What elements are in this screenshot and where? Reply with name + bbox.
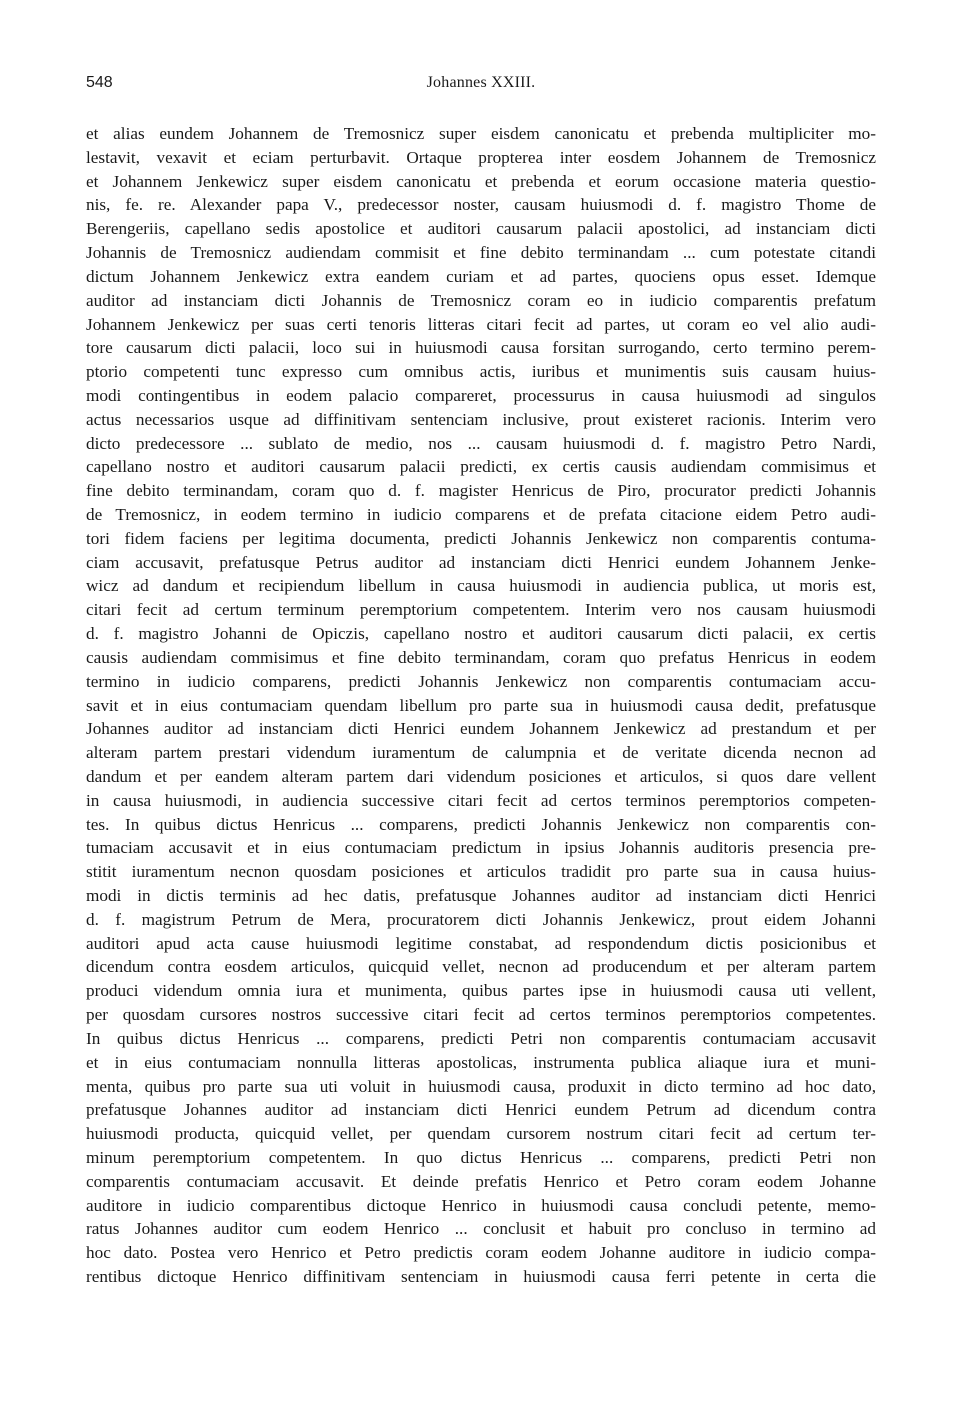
text-line: tori fidem faciens per legitima documenta, predicti Johannis Jenkewicz non comparentis contuma-	[86, 528, 876, 548]
text-line: rentibus dictoque Henrico diffinitivam sentenciam in huiusmodi causa ferri petente in certa die	[86, 1267, 876, 1286]
text-line: citari fecit ad certum terminum peremptorium competentem. Interim vero nos causam huiusmodi	[86, 600, 876, 620]
text-line: lestavit, vexavit et eciam perturbavit. Ortaque propterea inter eosdem Johannem de Tremosnicz	[86, 147, 876, 167]
text-line: wicz ad dandum et recipiendum libellum in causa huiusmodi in audiencia publica, ut moris est,	[86, 576, 876, 596]
text-line: ratus Johannes auditor cum eodem Henrico ... conclusit et habuit pro concluso in termino ad	[86, 1219, 876, 1239]
text-line: de Tremosnicz, in eodem termino in iudicio comparens et de prefata citacione eidem Petro audi-	[86, 505, 876, 524]
text-line: hoc dato. Postea vero Henrico et Petro predictis coram eodem Johanne auditore in iudicio compa-	[86, 1243, 876, 1263]
text-line: d. f. magistrum Petrum de Mera, procuratorem dicti Johannis Jenkewicz, prout eidem Johanni	[86, 909, 876, 929]
text-line: auditore in iudicio comparentibus dictoque Henrico in huiusmodi causa concludi petente, memo-	[86, 1195, 876, 1215]
page-header	[86, 74, 876, 98]
body-text	[86, 122, 876, 1289]
text-line: Johannis de Tremosnicz audiendam commisit et fine debito terminandam ... cum potestate citandi	[86, 243, 876, 263]
text-line: prefatusque Johannes auditor ad instanciam dicti Henrici eundem Petrum ad dicendum contra	[86, 1100, 876, 1120]
text-line: minum peremptorium competentem. In quo dictus Henricus ... comparens, predicti Petri non	[86, 1147, 876, 1167]
text-line: causis audiendam commisimus et fine debito terminandam, coram quo prefatus Henricus in eodem	[86, 647, 876, 667]
text-line: Johannem Jenkewicz per suas certi tenoris litteras citari fecit ad partes, ut coram eo vel alio audi-	[86, 314, 876, 334]
text-line: d. f. magistro Johanni de Opiczis, capellano nostro et auditori causarum dicti palacii, ex certis	[86, 624, 876, 644]
text-line: dicendum contra eosdem articulos, quicquid vellet, necnon ad producendum et per alteram partem	[86, 957, 876, 977]
text-line: in causa huiusmodi, in audiencia successive citari fecit ad certos terminos peremptorios competen-	[86, 790, 876, 810]
page-number: 548	[86, 74, 113, 91]
text-line: huiusmodi producta, quicquid vellet, per quendam cursorem nostrum citari fecit ad certum ter-	[86, 1124, 876, 1144]
text-line: fine debito terminandam, coram quo d. f. magister Henricus de Piro, procurator predicti Johannis	[86, 481, 876, 501]
text-line: tore causarum dicti palacii, loco sui in huiusmodi causa forsitan surrogando, certo termino perem-	[86, 338, 876, 358]
text-line: comparentis contumaciam accusavit. Et deinde prefatis Henrico et Petro coram eodem Johanne	[86, 1171, 876, 1191]
running-title: Johannes XXIII.	[426, 74, 536, 91]
text-line: actus necessarios usque ad diffinitivam sentenciam inclusive, prout existeret racionis. Interim vero	[86, 409, 876, 429]
text-line: dictum Johannem Jenkewicz extra eandem curiam et ad partes, quociens opus esset. Idemque	[86, 266, 876, 286]
text-line: dandum et per eandem alteram partem dari videndum posiciones et articulos, si quos dare vellent	[86, 766, 876, 786]
text-line: per quosdam cursores nostros successive citari fecit ad certos terminos peremptorios competentes.	[86, 1005, 876, 1025]
text-line: menta, quibus pro parte sua uti voluit in huiusmodi causa, produxit in dicto termino ad hoc dato,	[86, 1076, 876, 1096]
text-line: capellano nostro et auditori causarum palacii predicti, ex certis causis audiendam commisimus et	[86, 457, 876, 477]
text-line: In quibus dictus Henricus ... comparens, predicti Petri non comparentis contumaciam accusavit	[86, 1028, 876, 1048]
text-line: nis, fe. re. Alexander papa V., predecessor noster, causam huiusmodi d. f. magistro Thome de	[86, 195, 876, 215]
text-line: et Johannem Jenkewicz super eisdem canonicatu et prebenda et eorum occasione materia questio-	[86, 171, 876, 191]
text-line: dicto predecessore ... sublato de medio, nos ... causam huiusmodi d. f. magistro Petro Nardi,	[86, 433, 876, 453]
text-line: auditor ad instanciam dicti Johannis de Tremosnicz coram eo in iudicio comparentis prefatum	[86, 290, 876, 310]
text-line: ptorio competenti tunc expresso cum omnibus actis, iuribus et munimentis suis causam huius-	[86, 362, 876, 382]
text-line: modi in dictis terminis ad hec datis, prefatusque Johannes auditor ad instanciam dicti Henrici	[86, 886, 876, 905]
text-line: alteram partem prestari videndum iuramentum de calumpnia et de veritate dicenda necnon ad	[86, 743, 876, 763]
text-line: produci videndum omnia iura et munimenta, quibus partes ipse in huiusmodi causa uti vellent,	[86, 981, 876, 1001]
text-line: termino in iudicio comparens, predicti Johannis Jenkewicz non comparentis contumaciam accu-	[86, 671, 876, 691]
text-line: Berengeriis, capellano sedis apostolice et auditori causarum palacii apostolici, ad instanciam dicti	[86, 219, 876, 239]
text-line: tumaciam accusavit et in eius contumaciam predictum in ipsius Johannis auditoris presencia pre-	[86, 838, 876, 858]
text-line: et alias eundem Johannem de Tremosnicz super eisdem canonicatu et prebenda multipliciter mo-	[86, 124, 876, 143]
text-line: tes. In quibus dictus Henricus ... comparens, predicti Johannis Jenkewicz non comparentis con-	[86, 814, 876, 834]
text-line: stitit iuramentum necnon quosdam posiciones et articulos tradidit pro parte sua in causa huius-	[86, 862, 876, 882]
text-line: ciam accusavit, prefatusque Petrus auditor ad instanciam dicti Henrici eundem Johannem Jenke-	[86, 552, 876, 572]
text-line: et in eius contumaciam nonnulla litteras apostolicas, instrumenta publica aliaque iura et muni-	[86, 1052, 876, 1072]
text-line: auditori apud acta cause huiusmodi legitime constabat, ad respondendum dictis posicionibus et	[86, 933, 876, 953]
text-line: modi contingentibus in eodem palacio compareret, processurus in causa huiusmodi ad singulos	[86, 385, 876, 405]
text-line: savit et in eius contumaciam quendam libellum pro parte sua in huiusmodi causa dedit, prefatusque	[86, 695, 876, 715]
text-line: Johannes auditor ad instanciam dicti Henrici eundem Johannem Jenkewicz ad prestandum et per	[86, 719, 876, 739]
